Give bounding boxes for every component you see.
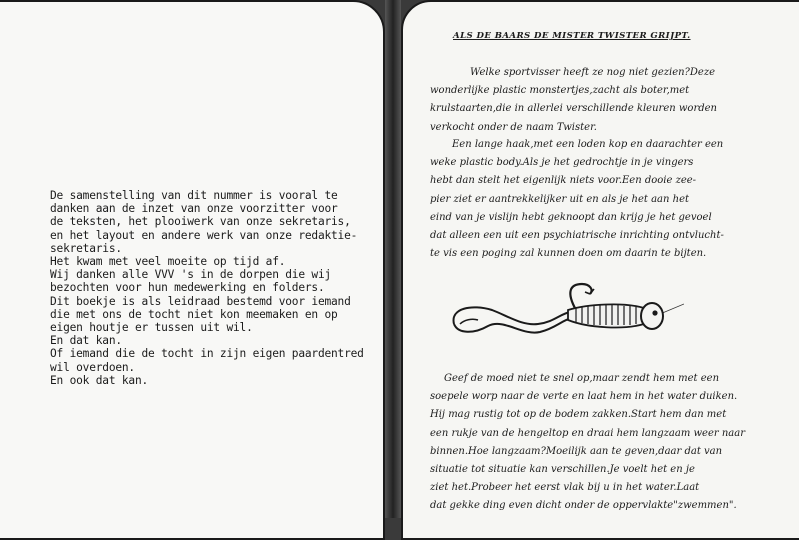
left-page-text (50, 189, 380, 387)
book-gutter (385, 0, 401, 518)
text-line: en het layout en andere werk van onze redaktie- (50, 228, 358, 242)
text-line: verkocht onder de naam Twister. (430, 121, 597, 133)
text-line: Geef de moed niet te snel op,maar zendt hem met een (444, 373, 720, 384)
text-line: Wij danken alle VVV 's in de dorpen die wij (50, 268, 332, 282)
text-line: Dit boekje is als leidraad bestemd voor iemand (50, 294, 351, 308)
paragraph-3 (430, 370, 790, 516)
text-line: hebt dan stelt het eigenlijk niets voor.Een dooie zee- (430, 175, 697, 187)
text-line: soepele worp naar de verte en laat hem in het water duiken. (430, 391, 738, 403)
text-line: weke plastic body.Als je het gedrochtje in je vingers (430, 157, 694, 169)
text-line: pier ziet er aantrekkelijker uit en als je het aan het (430, 193, 690, 205)
text-line: Het kwam met veel moeite op tijd af. (50, 255, 286, 269)
text-line: situatie tot situatie kan verschillen.Je voelt het en je (430, 464, 695, 476)
text-line: eigen houtje er tussen uit wil. (50, 321, 253, 335)
text-line: En ook dat kan. (50, 373, 149, 387)
text-line: eind van je vislijn hebt geknoopt dan krijg je het gevoel (430, 211, 712, 223)
paragraph-1 (430, 64, 790, 137)
twister-lure-icon (448, 280, 684, 352)
text-line: dat alleen een uit een psychiatrische inrichting ontvlucht- (430, 230, 724, 242)
article-title: ALS DE BAARS DE MISTER TWISTER GRIJPT. (453, 31, 691, 41)
text-line: ziet het.Probeer het eerst vlak bij u in het water.Laat (430, 482, 700, 494)
text-line: binnen.Hoe langzaam?Moeilijk aan te geven,daar dat van (430, 445, 723, 457)
text-line: bezochten voor hun medewerking en folders. (50, 281, 325, 295)
text-line: Welke sportvisser heeft ze nog niet gezien?Deze (470, 67, 716, 78)
text-line: de teksten, het plooiwerk van onze sekretaris, (50, 215, 351, 229)
text-line: De samenstelling van dit nummer is vooral te (50, 189, 338, 202)
text-line: wonderlijke plastic monstertjes,zacht als boter,met (430, 85, 690, 97)
text-line: te vis een poging zal kunnen doen om daarin te bijten. (430, 248, 707, 260)
text-line: een rukje van de hengeltop en draai hem langzaam weer naar (430, 427, 745, 439)
text-line: En dat kan. (50, 334, 122, 348)
paragraph-2 (430, 136, 790, 263)
text-line: Een lange haak,met een loden kop en daarachter een (452, 139, 724, 150)
text-line: dat gekke ding even dicht onder de oppervlakte"zwemmen". (430, 500, 737, 512)
text-line: wil overdoen. (50, 360, 135, 374)
text-line: krulstaarten,die in allerlei verschillende kleuren worden (430, 103, 717, 115)
text-line: die met ons de tocht niet kon meemaken en op (50, 307, 338, 321)
text-line: danken aan de inzet van onze voorzitter voor (50, 202, 338, 216)
text-line: sekretaris. (50, 241, 122, 255)
text-line: Of iemand die de tocht in zijn eigen paardentred (50, 347, 364, 361)
text-line: Hij mag rustig tot op de bodem zakken.Start hem dan met (430, 409, 727, 421)
